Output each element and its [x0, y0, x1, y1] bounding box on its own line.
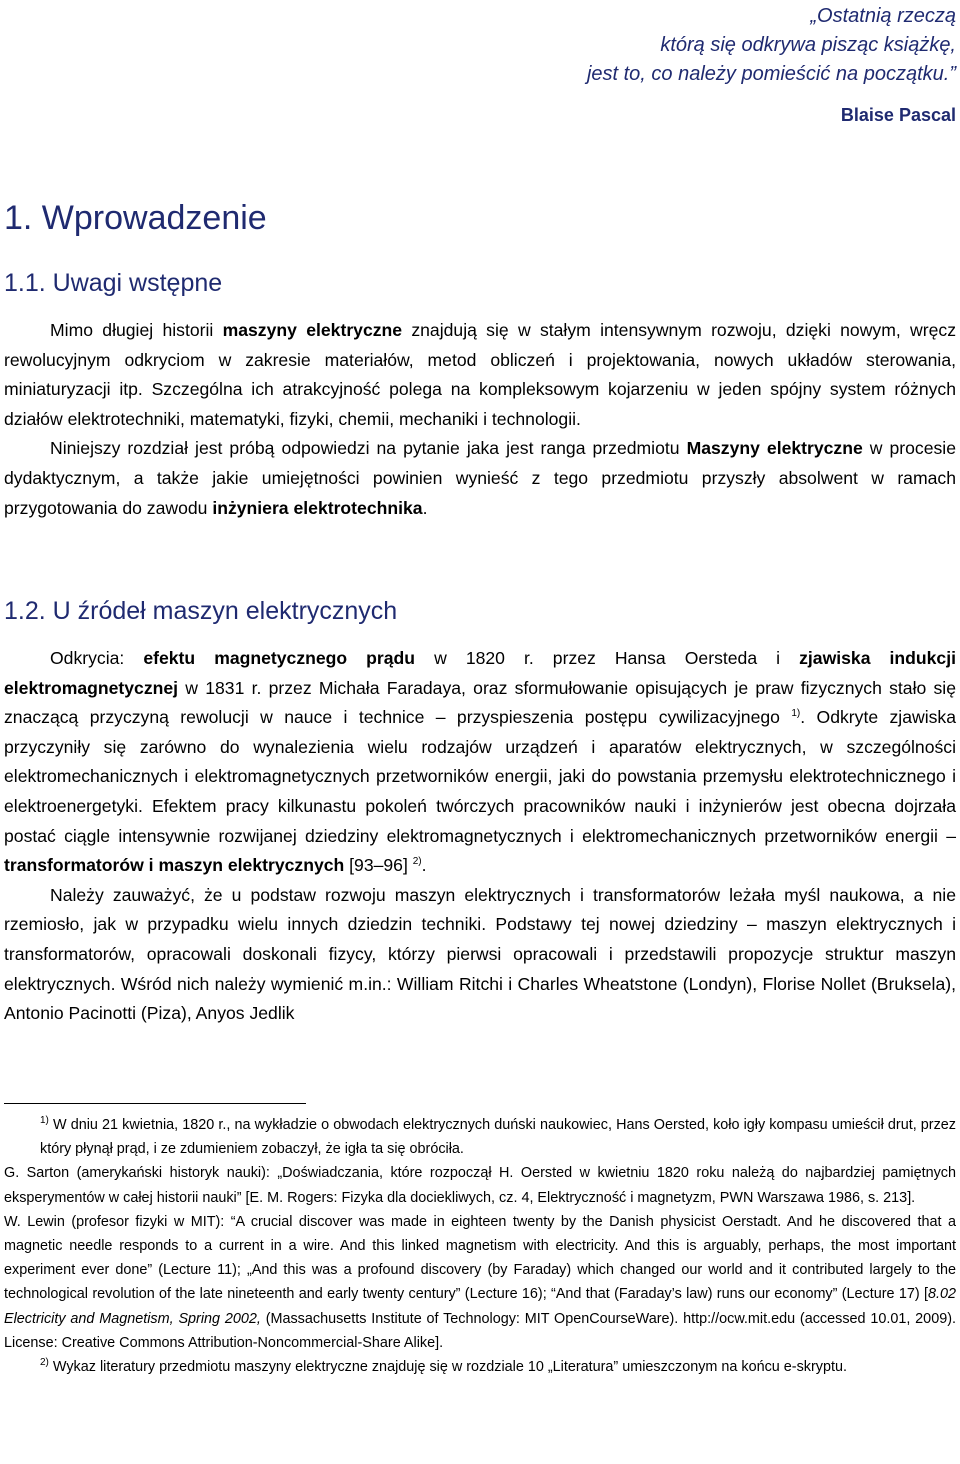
epigraph-line: „Ostatnią rzeczą [810, 5, 956, 27]
section-1-1-body [4, 316, 956, 523]
text-run: w procesie dydaktycznym, a także jakie umiejętności powinien wynieść z tego przedmiotu przyszły absolwent w ramach przygotowania do zawodu [4, 438, 956, 518]
footnote-ref[interactable]: 1) [791, 708, 801, 720]
footnote-1-para: G. Sarton (amerykański historyk nauki): „Doświadczania, które rozpoczął H. Oersted w kwietniu 1820 roku należą do najbardziej pamiętnych eksperymentów w całej historii nauki” [E. M. Rogers: Fizyka dla dociekliwych, cz. 4, Elektryczność i magnetyzm, PWN Warszawa 1986, s. 213]. [4, 1165, 956, 1206]
bold-term: Maszyny elektryczne [686, 438, 863, 459]
footnote-1-para [4, 1210, 956, 1355]
footnote-mark: 2) [40, 1357, 49, 1369]
epigraph [587, 2, 956, 130]
paragraph [4, 434, 956, 523]
section-1-2-body [4, 644, 956, 1029]
text-run: Mimo długiej historii [50, 320, 223, 340]
footnote-mark: 1) [40, 1115, 49, 1127]
footnote-separator [4, 1103, 306, 1104]
section-title-1-2: 1.2. U źródeł maszyn elektrycznych [4, 597, 398, 625]
text-run: [93–96] [344, 855, 413, 876]
paragraph [4, 316, 956, 434]
text-run: w 1820 r. przez Hansa Oersteda i [415, 648, 800, 668]
epigraph-line: jest to, co należy pomieścić na początku.” [586, 63, 956, 85]
paragraph [4, 644, 956, 881]
footnote-text: W. Lewin (profesor fizyki w MIT): “A crucial discover was made in eighteen twenty by the Danish physicist Oerstadt. And he discovered that a magnetic needle responds to a current in a wire. And this linked magnetism with electricity. And this is arguably, perhaps, the most important experiment ever done” (Lecture 11); „And this was a profound discovery (by Faraday) which changed our world and it contributed largely to the technological revolution of the late nineteenth and early twenty century” (Lecture 16); “And that (Faraday’s law) runs our economy” (Lecture 17) [ [4, 1213, 956, 1303]
footnote-text: Wykaz literatury przedmiotu maszyny elektryczne znajduję się w rozdziale 10 „Literatura” umieszczonym na końcu e-skryptu. [48, 1359, 847, 1376]
epigraph-author: Blaise Pascal [840, 105, 956, 125]
text-run: Niniejszy rozdział jest próbą odpowiedzi na pytanie jaka jest ranga przedmiotu [50, 438, 687, 459]
bold-term: transformatorów i maszyn elektrycznych [4, 855, 345, 876]
text-run: w 1831 r. przez Michała Faradaya, oraz sformułowanie opisujących je praw fizycznych stało się znaczącą przyczyną rewolucji w nauce i technice – przyspieszenia postępu cywilizacyjnego [4, 677, 956, 728]
citation-title: 8.02 Electricity and Magnetism, Spring 2002, [4, 1286, 956, 1327]
section-title-1-1: 1.1. Uwagi wstępne [4, 269, 223, 297]
epigraph-line: którą się odkrywa pisząc książkę, [660, 34, 956, 56]
bold-term: inżyniera elektrotechnika [212, 497, 423, 518]
text-run: . [422, 497, 428, 518]
footnote-text: (Massachusetts Institute of Technology: MIT OpenCourseWare). http://ocw.mit.edu (accessed 10.01, 2009). License: Creative Commons Attribution-Noncommercial-Share Alike]. [4, 1310, 956, 1351]
footnote-2 [4, 1355, 956, 1379]
footnotes [4, 1113, 956, 1379]
text-run: znajdują się w stałym intensywnym rozwoju, dzięki nowym, wręcz rewolucyjnym odkryciom w zakresie materiałów, metod obliczeń i projektowania, nowych układów sterowania, miniaturyzacji itp. Szczególna ich atrakcyjność polega na kompleksowym kojarzeniu w jeden spójny system różnych działów elektrotechniki, matematyki, fizyki, chemii, mechaniki i technologii. [4, 320, 956, 429]
bold-term: zjawiska indukcji elektromagnetycznej [4, 648, 956, 698]
footnote-1 [4, 1113, 956, 1161]
paragraph: Należy zauważyć, że u podstaw rozwoju maszyn elektrycznych i transformatorów leżała myśl naukowa, a nie rzemiosło, jak w przypadku wielu innych dziedzin techniki. Podstawy tej nowej dziedziny – maszyn elektrycznych i transformatorów, opracowali doskonali fizycy, którzy pierwsi opracowali i przedstawili propozycje struktur maszyn elektrycznych. Wśród nich należy wymienić m.in.: William Ritchi i Charles Wheatstone (Londyn), Florise Nollet (Bruksela), Antonio Pacinotti (Piza), Anyos Jedlik [4, 884, 956, 1024]
chapter-title: 1. Wprowadzenie [4, 199, 267, 237]
footnote-ref[interactable]: 2) [412, 856, 422, 868]
bold-term: efektu magnetycznego prądu [143, 648, 416, 668]
text-run: . [421, 855, 427, 876]
text-run: . Odkryte zjawiska przyczyniły się zarówno do wynalezienia wielu rodzajów urządzeń i aparatów elektrycznych, w szczególności elektromechanicznych i elektromagnetycznych przetworników energii, jaki do powstania przemysłu elektrotechnicznego i elektroenergetyki. Efektem pracy kilkunastu pokoleń twórczych pracowników nauki i inżynierów jest obecna dojrzała postać ciągle intensywnie rozwijanej dziedziny elektromagnetycznych i elektromechanicznych przetworników energii – [4, 707, 956, 846]
bold-term: maszyny elektryczne [222, 320, 403, 340]
text-run: Odkrycia: [50, 648, 144, 668]
footnote-text: W dniu 21 kwietnia, 1820 r., na wykładzie o obwodach elektrycznych duński naukowiec, Hans Oersted, koło igły kompasu umieścił drut, przez który płynął prąd, i ze zdumieniem zobaczył, że igła ta się obróciła. [40, 1117, 956, 1158]
